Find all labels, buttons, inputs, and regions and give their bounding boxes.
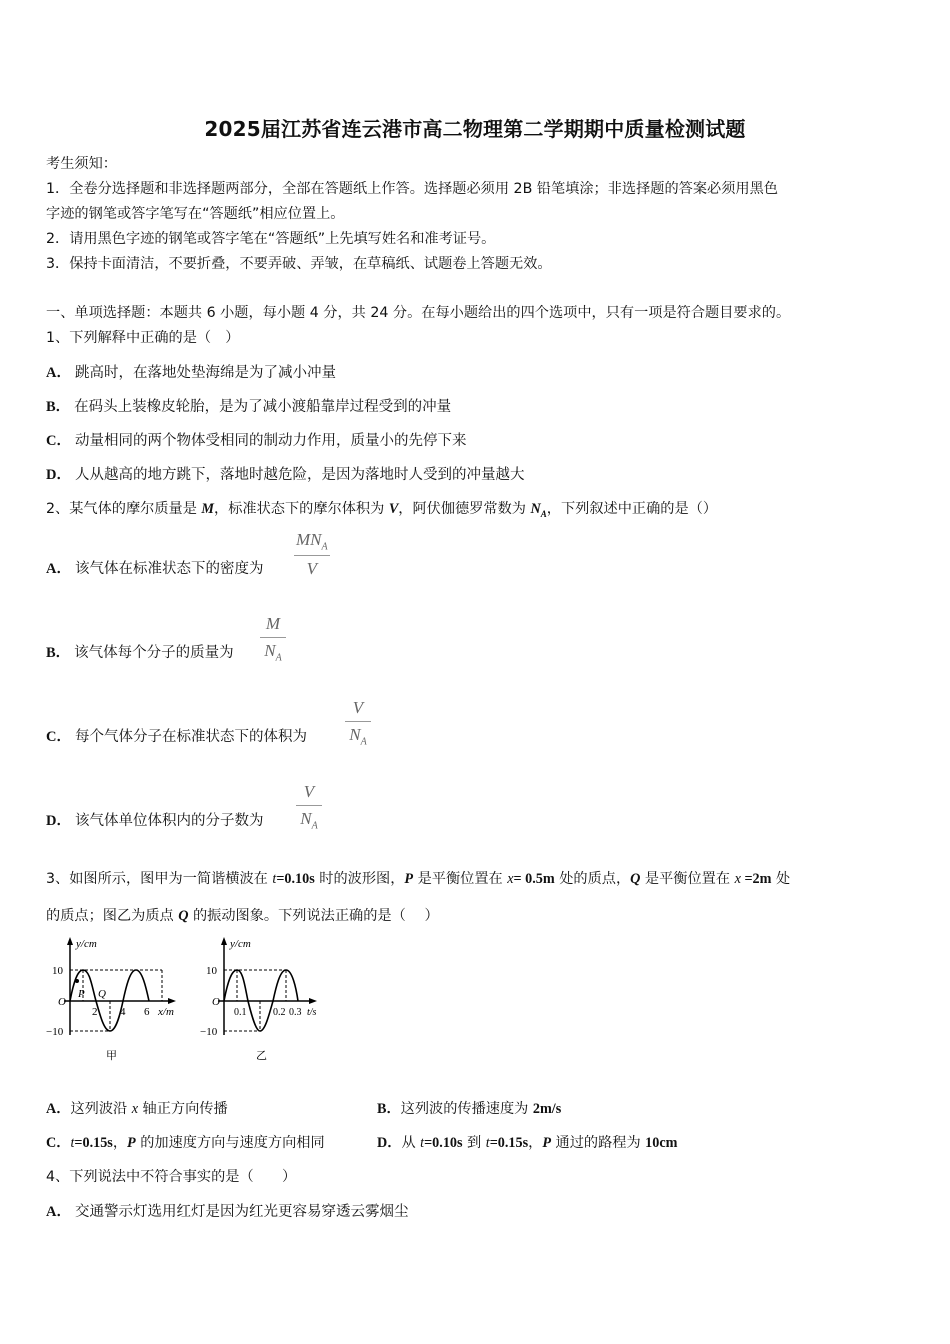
q2-option-a: A． 该气体在标准状态下的密度为 — [46, 561, 264, 577]
q3-stem-line-1: 3、如图所示，图甲为一简谐横波在 t=0.10s 时的波形图，P 是平衡位置在 x= 0.5m 处的质点，Q 是平衡位置在 x =2m 处 — [46, 871, 791, 887]
svg-text:O: O — [212, 996, 220, 1008]
q3-option-d: D．从 t=0.10s 到 t=0.15s，P 通过的路程为 10cm — [377, 1135, 678, 1151]
svg-text:−10: −10 — [46, 1026, 64, 1038]
svg-text:0.3: 0.3 — [289, 1007, 302, 1018]
q2-option-d: D． 该气体单位体积内的分子数为 — [46, 813, 264, 829]
q3-stem-line-2: 的质点；图乙为质点 Q 的振动图象。下列说法正确的是（ ） — [46, 908, 439, 924]
q3-option-a: A．这列波沿 x 轴正方向传播 — [46, 1101, 228, 1117]
svg-text:P: P — [78, 988, 85, 1000]
svg-text:6: 6 — [144, 1006, 150, 1018]
q2-option-b: B． 该气体每个分子的质量为 — [46, 645, 234, 661]
wave-graph-jia — [44, 935, 189, 1069]
q2-stem: 2、某气体的摩尔质量是 M，标准状态下的摩尔体积为 V，阿伏伽德罗常数为 $N_A$，下列叙述中正确的是（） — [46, 501, 718, 519]
q1-option-b: B． 在码头上装橡皮轮胎，是为了减小渡船靠岸过程受到的冲量 — [46, 399, 452, 415]
q2-option-c: C． 每个气体分子在标准状态下的体积为 — [46, 729, 307, 745]
q3-option-b: B．这列波的传播速度为 2m/s — [377, 1101, 562, 1117]
y-axis-label: y/cm — [76, 938, 97, 950]
svg-text:2: 2 — [92, 1006, 98, 1018]
svg-text:t/s: t/s — [307, 1007, 317, 1018]
svg-text:−10: −10 — [200, 1026, 218, 1038]
q2-option-d-fraction: $\frac{V}{N_A}$ — [296, 782, 322, 831]
page-title: 2025届江苏省连云港市高二物理第二学期期中质量检测试题 — [204, 117, 746, 141]
q2-option-a-fraction: $MN_A$ V — [296, 530, 328, 579]
q1-option-d: D． 人从越高的地方跳下，落地时越危险，是因为落地时人受到的冲量越大 — [46, 467, 525, 483]
vibration-graph-yi — [198, 935, 338, 1069]
section-heading: 一、单项选择题：本题共 6 小题，每小题 4 分，共 24 分。在每小题给出的四个选项中，只有一项是符合题目要求的。 — [46, 305, 791, 321]
svg-text:0.2: 0.2 — [273, 1007, 286, 1018]
q1-option-a: A． 跳高时，在落地处垫海绵是为了减小冲量 — [46, 365, 336, 381]
q4-stem: 4、下列说法中不符合事实的是（ ） — [46, 1169, 297, 1185]
q1-option-c: C． 动量相同的两个物体受相同的制动力作用，质量小的先停下来 — [46, 433, 467, 449]
svg-text:乙: 乙 — [256, 1050, 267, 1062]
q1-stem: 1、下列解释中正确的是（ ） — [46, 330, 240, 346]
q2-option-c-fraction: $\frac{V}{N_A}$ — [345, 698, 371, 747]
svg-text:x/m: x/m — [158, 1006, 174, 1018]
svg-text:4: 4 — [120, 1006, 126, 1018]
notice-line-1: 1．全卷分选择题和非选择题两部分，全部在答题纸上作答。选择题必须用 2B 铅笔填涂；非选择题的答案必须用黑色 — [46, 181, 778, 197]
q3-option-c: C．t=0.15s，P 的加速度方向与速度方向相同 — [46, 1135, 325, 1151]
notice-line-3: 2．请用黑色字迹的钢笔或答字笔在“答题纸”上先填写姓名和准考证号。 — [46, 231, 496, 247]
svg-text:0.1: 0.1 — [234, 1007, 247, 1018]
notice-line-4: 3．保持卡面清洁，不要折叠，不要弄破、弄皱，在草稿纸、试题卷上答题无效。 — [46, 256, 552, 272]
svg-text:Q: Q — [98, 988, 106, 1000]
svg-text:甲: 甲 — [106, 1050, 117, 1062]
svg-text:10: 10 — [206, 965, 217, 977]
svg-text:10: 10 — [52, 965, 63, 977]
svg-text:O: O — [58, 996, 66, 1008]
notice-heading: 考生须知： — [46, 156, 117, 172]
notice-line-2: 字迹的钢笔或答字笔写在“答题纸”相应位置上。 — [46, 206, 345, 222]
q4-option-a: A． 交通警示灯选用红灯是因为红光更容易穿透云雾烟尘 — [46, 1204, 409, 1220]
q2-option-b-fraction: $\frac{M}{N_A}$ — [260, 614, 286, 663]
svg-text:y/cm: y/cm — [230, 938, 251, 950]
